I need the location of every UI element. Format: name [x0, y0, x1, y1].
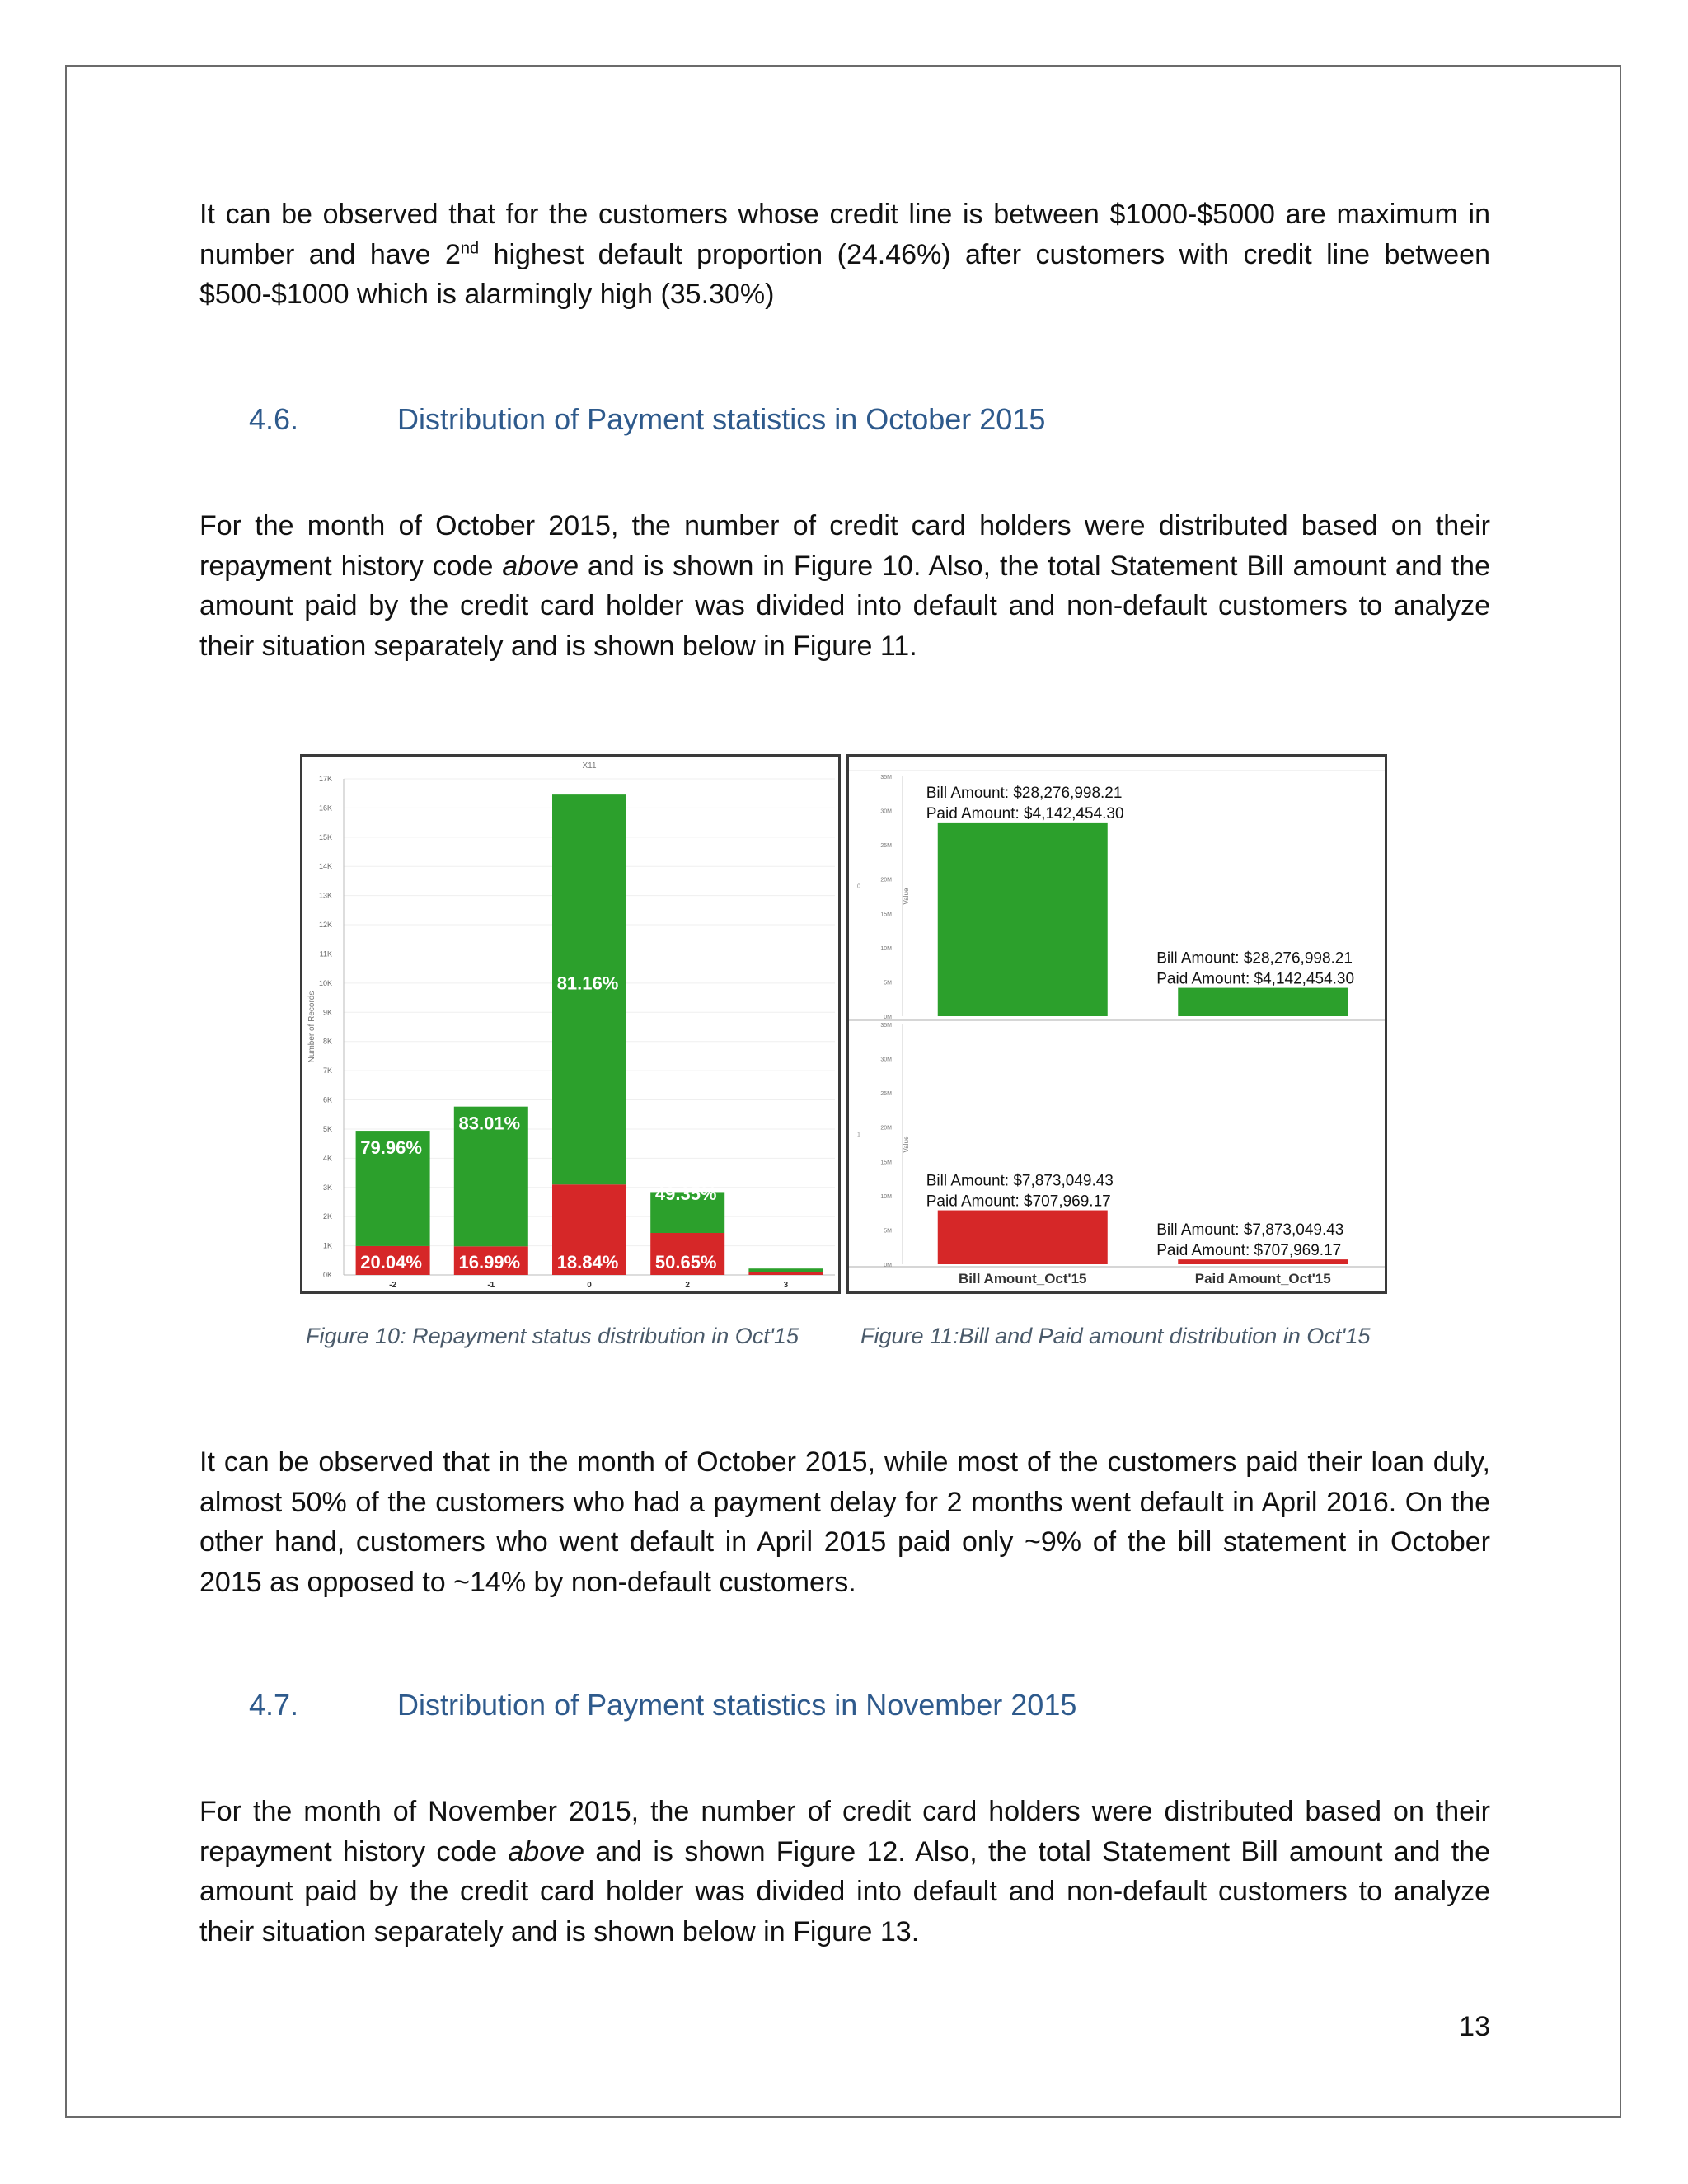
y-tick-label: 30M	[880, 808, 892, 815]
y-tick-label: 14K	[318, 862, 332, 871]
y-tick-label: 12K	[318, 921, 332, 930]
y-tick-label: 5M	[884, 1228, 892, 1235]
y-tick-label: 25M	[880, 1091, 892, 1098]
row-label: 1	[857, 1132, 860, 1138]
chart-title: X11	[582, 762, 597, 771]
figure-10-caption: Figure 10: Repayment status distribution in Oct'15	[306, 1324, 799, 1348]
bar-data-label: 50.65%	[654, 1252, 717, 1272]
y-tick-label: 35M	[880, 775, 892, 780]
paragraph-october-observation: It can be observed that in the month of October 2015, while most of the customers paid their loan duly, almost 50% of the customers who had a payment delay for 2 months went default in April 2016. On the other hand, customers who went default in April 2015 paid only ~9% of the bill statement in October 2015 as opposed to ~14% by non-default customers.	[199, 1446, 1490, 1598]
repayment-status-chart	[302, 757, 838, 1291]
y-tick-label: 25M	[880, 843, 892, 850]
x-tick-label: -1	[487, 1281, 495, 1290]
x-tick-label: Bill Amount_Oct'15	[959, 1271, 1087, 1286]
bar-data-label: 20.04%	[360, 1252, 422, 1272]
y-tick-label: 0K	[322, 1271, 332, 1279]
y-tick-label: 8K	[322, 1037, 332, 1046]
y-tick-label: 16K	[318, 804, 332, 813]
y-tick-label: 30M	[880, 1057, 892, 1063]
tooltip-paid-amount: Paid Amount: $707,969.17	[926, 1193, 1111, 1211]
x-tick-label: 3	[783, 1281, 789, 1290]
y-tick-label: 9K	[322, 1008, 332, 1017]
y-tick-label: 0M	[884, 1263, 892, 1268]
tooltip-paid-amount: Paid Amount: $707,969.17	[1156, 1242, 1342, 1260]
y-tick-label: 15M	[880, 912, 892, 918]
y-tick-label: 13K	[318, 891, 332, 900]
bar-data-label: 16.99%	[458, 1252, 521, 1272]
bar	[938, 1211, 1108, 1264]
bar-data-label: 81.16%	[556, 972, 619, 994]
bar	[1178, 988, 1348, 1016]
figure-11-caption: Figure 11:Bill and Paid amount distribution in Oct'15	[860, 1324, 1371, 1348]
paragraph-october-intro: For the month of October 2015, the number of credit card holders were distributed based on their repayment history code above and is shown in Figure 10. Also, the total Statement Bill amount and the amount paid by the credit card holder was divided into default and non-default customers to analyze their situation separately and is shown below in Figure 11.	[199, 510, 1490, 662]
y-tick-label: 6K	[322, 1095, 332, 1104]
y-tick-label: 20M	[880, 877, 892, 883]
figure-11-chart	[846, 754, 1387, 1294]
y-axis-label: Value	[903, 888, 910, 905]
tooltip-bill-amount: Bill Amount: $7,873,049.43	[1156, 1221, 1344, 1240]
y-tick-label: 3K	[322, 1183, 332, 1192]
y-tick-label: 10M	[880, 945, 892, 952]
row-label: 0	[857, 883, 860, 890]
tooltip-bill-amount: Bill Amount: $7,873,049.43	[926, 1172, 1114, 1190]
section-heading-4-6: 4.6. Distribution of Payment statistics in October 2015	[249, 402, 1046, 436]
y-tick-label: 15M	[880, 1160, 892, 1166]
y-tick-label: 1K	[322, 1241, 332, 1250]
y-tick-label: 2K	[322, 1212, 332, 1221]
y-axis-label: Number of Records	[307, 991, 316, 1063]
tooltip-paid-amount: Paid Amount: $4,142,454.30	[1156, 970, 1355, 988]
y-tick-label: 15K	[318, 832, 332, 841]
tooltip-bill-amount: Bill Amount: $28,276,998.21	[926, 784, 1123, 802]
tooltip-bill-amount: Bill Amount: $28,276,998.21	[1156, 949, 1353, 968]
bar-data-label: 18.84%	[556, 1252, 619, 1272]
y-tick-label: 5M	[884, 980, 892, 987]
y-tick-label: 5K	[322, 1124, 332, 1133]
y-tick-label: 10K	[318, 978, 332, 987]
y-tick-label: 0M	[884, 1015, 892, 1020]
page-number: 13	[1459, 2011, 1490, 2042]
y-tick-label: 7K	[322, 1066, 332, 1076]
paragraph-november-intro: For the month of November 2015, the number of credit card holders were distributed based on their repayment history code above and is shown Figure 12. Also, the total Statement Bill amount and the amount paid by the credit card holder was divided into default and non-default customers to analyze their situation separately and is shown below in Figure 13.	[199, 1796, 1491, 1947]
bar	[938, 823, 1108, 1016]
y-tick-label: 4K	[322, 1154, 332, 1163]
figure-10-chart	[300, 754, 841, 1294]
y-tick-label: 10M	[880, 1193, 892, 1200]
paragraph-credit-line: It can be observed that for the customers whose credit line is between $1000-$5000 are maximum in number and have 2nd highest default proportion (24.46%) after customers with credit line between $500-$1000 which is alarmingly high (35.30%)	[199, 199, 1490, 310]
bar	[1178, 1259, 1348, 1264]
x-tick-label: 0	[587, 1281, 592, 1290]
bar-data-label: 79.96%	[360, 1137, 422, 1159]
bar-segment	[748, 1268, 823, 1272]
tooltip-paid-amount: Paid Amount: $4,142,454.30	[926, 804, 1124, 823]
bill-paid-chart	[849, 757, 1385, 1291]
y-tick-label: 11K	[319, 949, 332, 958]
bar-segment	[748, 1272, 823, 1275]
y-axis-label: Value	[903, 1136, 910, 1153]
y-tick-label: 20M	[880, 1125, 892, 1132]
y-tick-label: 17K	[318, 775, 332, 783]
x-tick-label: Paid Amount_Oct'15	[1194, 1271, 1331, 1286]
section-heading-4-7: 4.7. Distribution of Payment statistics in November 2015	[249, 1688, 1077, 1722]
x-tick-label: 2	[685, 1281, 690, 1290]
bar-data-label: 83.01%	[458, 1113, 521, 1134]
x-tick-label: -2	[389, 1281, 397, 1290]
y-tick-label: 35M	[880, 1023, 892, 1029]
bar-data-label: 49.35%	[654, 1183, 717, 1205]
